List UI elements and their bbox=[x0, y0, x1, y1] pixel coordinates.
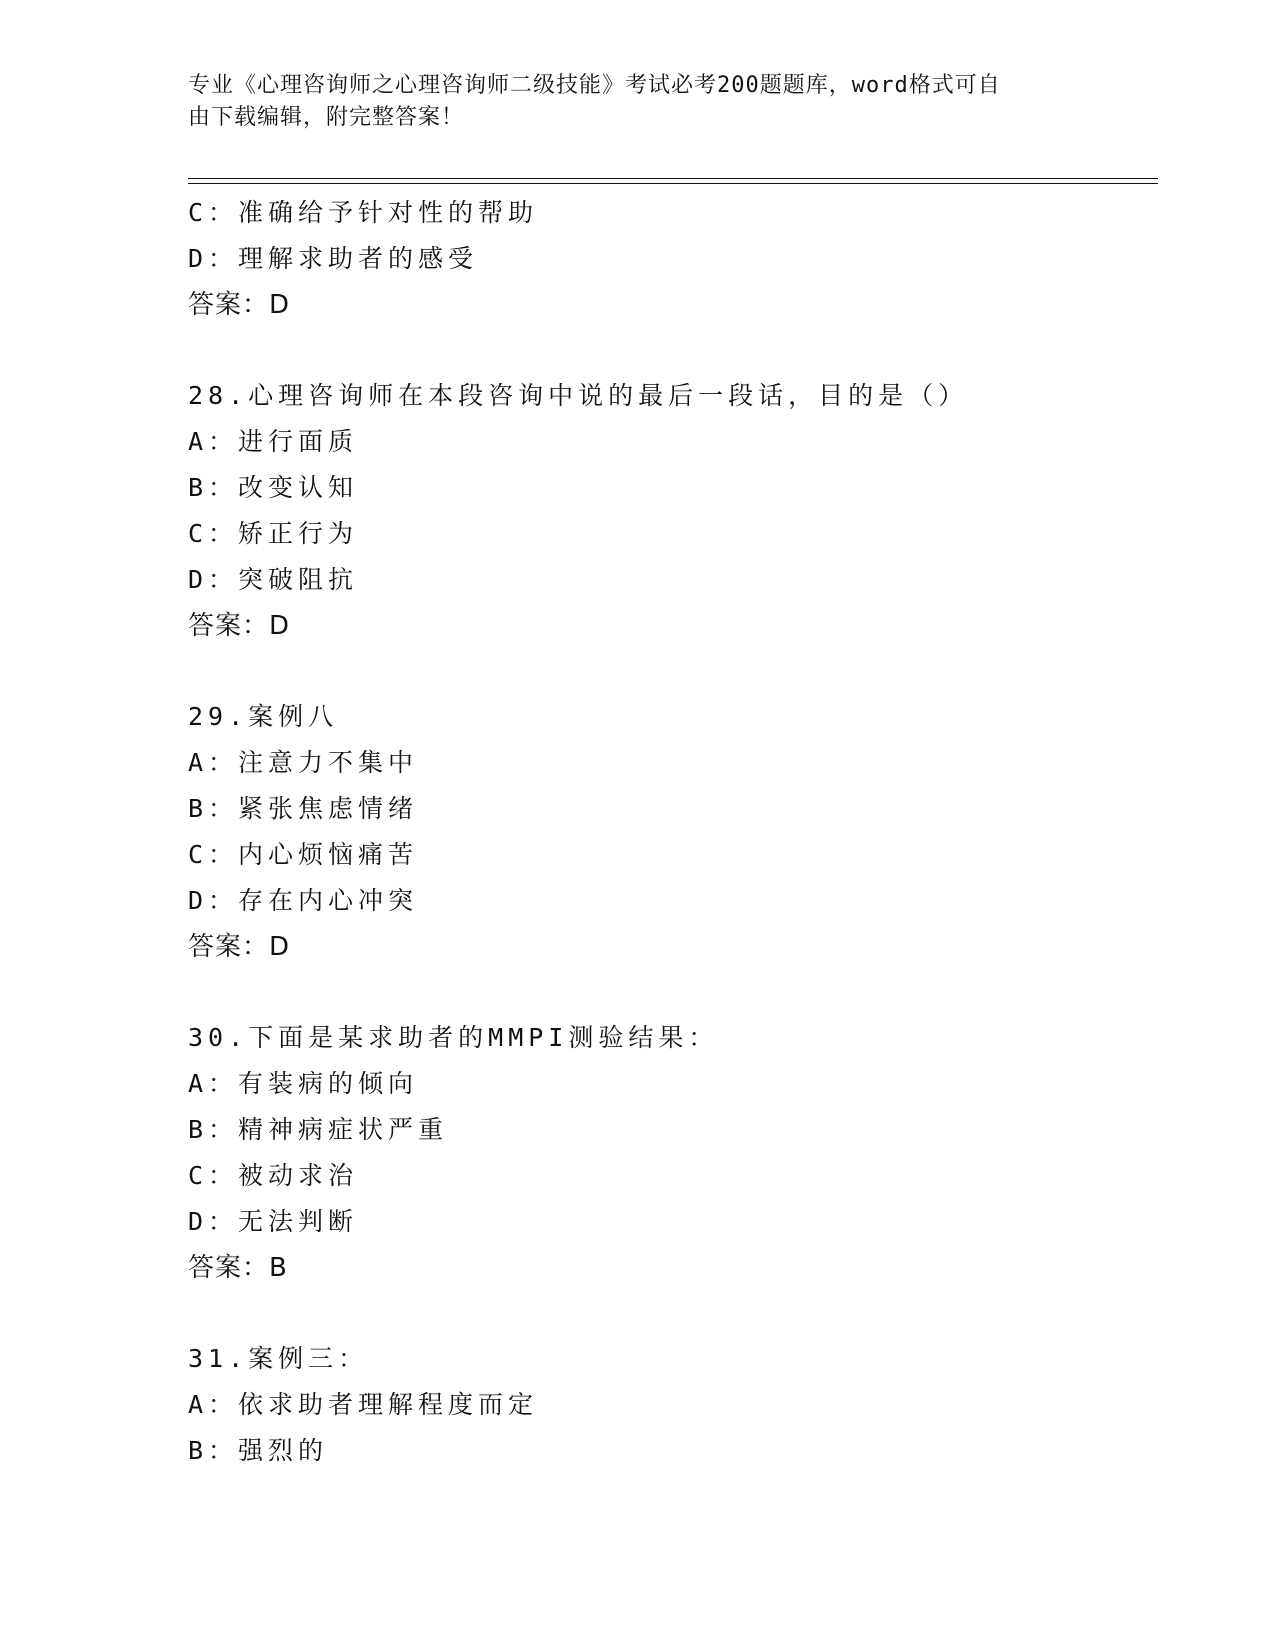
answer: 答案：D bbox=[188, 290, 291, 320]
header-line-1: 专业《心理咨询师之心理咨询师二级技能》考试必考200题题库，word格式可自 bbox=[188, 73, 1001, 98]
question-31 bbox=[188, 1336, 1148, 1474]
option-a: A：注意力不集中 bbox=[188, 748, 419, 777]
question-stem: 31.案例三： bbox=[188, 1344, 369, 1373]
question-30 bbox=[188, 1015, 1148, 1291]
option-a: A：有装病的倾向 bbox=[188, 1069, 419, 1098]
option-a: A：依求助者理解程度而定 bbox=[188, 1390, 539, 1419]
option-d: D：理解求助者的感受 bbox=[188, 244, 479, 273]
answer: 答案：D bbox=[188, 611, 291, 641]
option-d: D：突破阻抗 bbox=[188, 565, 359, 594]
answer: 答案：B bbox=[188, 1253, 288, 1283]
option-c: C：内心烦恼痛苦 bbox=[188, 840, 419, 869]
question-27-tail bbox=[188, 190, 1148, 328]
answer: 答案：D bbox=[188, 932, 291, 962]
option-b: B：紧张焦虑情绪 bbox=[188, 794, 419, 823]
header-line-2: 由下载编辑，附完整答案！ bbox=[188, 105, 465, 130]
option-c: C：矫正行为 bbox=[188, 519, 359, 548]
question-stem: 28.心理咨询师在本段咨询中说的最后一段话，目的是（） bbox=[188, 381, 969, 410]
question-stem: 29.案例八 bbox=[188, 702, 339, 731]
option-d: D：无法判断 bbox=[188, 1207, 359, 1236]
option-c: C：被动求治 bbox=[188, 1161, 359, 1190]
document-header bbox=[188, 70, 1068, 134]
option-d: D：存在内心冲突 bbox=[188, 886, 419, 915]
option-c: C：准确给予针对性的帮助 bbox=[188, 198, 539, 227]
header-rule-bottom bbox=[188, 183, 1158, 184]
question-stem: 30.下面是某求助者的MMPI测验结果： bbox=[188, 1023, 719, 1052]
option-b: B：改变认知 bbox=[188, 473, 359, 502]
option-b: B：强烈的 bbox=[188, 1436, 329, 1465]
option-a: A：进行面质 bbox=[188, 427, 359, 456]
header-rule-top bbox=[188, 178, 1158, 179]
option-b: B：精神病症状严重 bbox=[188, 1115, 449, 1144]
question-28 bbox=[188, 373, 1148, 649]
question-29 bbox=[188, 694, 1148, 970]
question-list bbox=[188, 190, 1148, 1474]
